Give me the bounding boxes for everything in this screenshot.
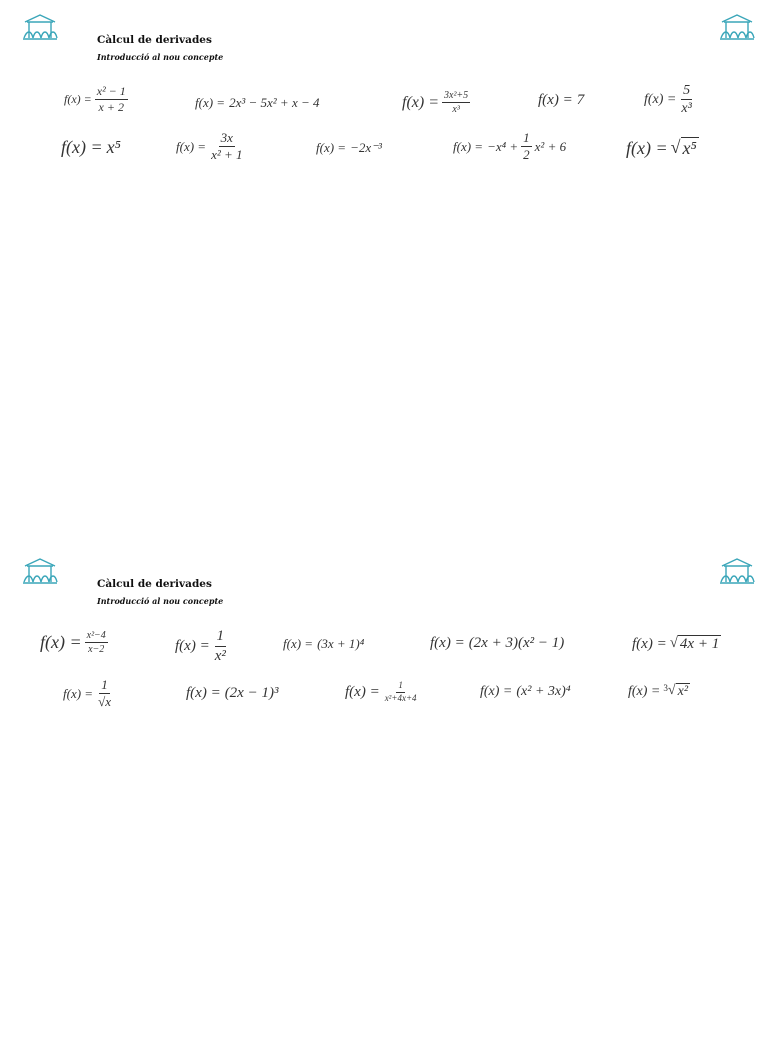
fraction-denominator: x + 2 — [98, 100, 124, 115]
function-8 — [316, 140, 382, 156]
function-7 — [176, 131, 248, 163]
fraction-numerator: 1 — [396, 681, 405, 693]
fraction-denominator: x−2 — [88, 644, 105, 655]
fraction-denominator: 2 — [523, 147, 530, 163]
function-6 — [63, 678, 116, 710]
function-label: f(x) = — [186, 685, 221, 701]
function-2 — [195, 95, 320, 111]
fraction-denominator: √x — [98, 694, 111, 710]
function-label: f(x) = — [64, 92, 92, 107]
function-3 — [402, 90, 473, 115]
function-label: f(x) = — [283, 636, 314, 651]
function-expression: 2x³ − 5x² + x − 4 — [229, 95, 320, 110]
root-index: 3 — [663, 683, 668, 693]
function-expression: (x² + 3x)⁴ — [516, 684, 571, 699]
function-label: f(x) = — [345, 683, 380, 700]
cube-root: 3 √ x² — [663, 683, 689, 699]
function-1 — [40, 630, 111, 655]
school-logo-icon — [21, 12, 59, 42]
function-5 — [644, 83, 697, 117]
function-label: f(x) = — [453, 138, 484, 154]
school-logo-icon — [718, 556, 756, 586]
square-root: √ x⁵ — [670, 137, 697, 158]
worksheet-subtitle: Introducció al nou concepte — [97, 596, 224, 606]
function-label: f(x) = — [628, 683, 661, 699]
sheet-1 — [0, 0, 768, 512]
function-expression: −x⁴ + — [487, 138, 519, 154]
function-label: f(x) = — [626, 137, 668, 158]
function-4 — [430, 635, 564, 652]
function-label: f(x) = — [63, 685, 94, 701]
function-expression: x⁵ — [106, 137, 121, 157]
function-6 — [61, 137, 121, 158]
fraction-denominator: x³ — [681, 101, 692, 117]
fraction-numerator: 1 — [215, 628, 227, 647]
function-8 — [345, 681, 422, 704]
function-label: f(x) = — [644, 91, 677, 107]
function-label: f(x) = — [195, 95, 226, 110]
fraction-denominator: x² — [214, 647, 226, 664]
function-3 — [283, 636, 364, 652]
function-expression: (3x + 1)⁴ — [317, 636, 365, 651]
function-label: f(x) = — [61, 137, 103, 157]
function-label: f(x) = — [538, 92, 573, 108]
fraction-numerator: x² − 1 — [95, 85, 128, 100]
function-label: f(x) = — [632, 635, 667, 652]
radicand: x² — [677, 684, 689, 699]
function-9 — [453, 131, 566, 163]
function-2 — [175, 628, 231, 664]
function-4 — [538, 92, 584, 109]
fraction-numerator: 3x²+5 — [444, 90, 469, 101]
function-expression: (2x + 3)(x² − 1) — [468, 635, 565, 651]
function-label: f(x) = — [176, 138, 207, 154]
school-logo-icon — [718, 12, 756, 42]
fraction-numerator: x²−4 — [86, 630, 106, 641]
fraction-denominator: x³ — [452, 104, 460, 115]
worksheet-title: Càlcul de derivades — [97, 578, 212, 590]
function-7 — [186, 685, 278, 702]
fraction-denominator: x² + 1 — [211, 147, 243, 163]
fraction-numerator: 3x — [219, 131, 235, 147]
fraction-denominator: x²+4x+4 — [384, 692, 417, 703]
function-expression: −2x⁻³ — [350, 140, 382, 155]
function-5 — [632, 635, 721, 653]
function-expression: 7 — [576, 92, 585, 108]
function-label: f(x) = — [480, 684, 513, 699]
sheet-2 — [0, 544, 768, 1056]
fraction-numerator: 1 — [99, 678, 110, 694]
radicand: x⁵ — [682, 138, 697, 158]
fraction-numerator: 5 — [681, 83, 692, 100]
function-label: f(x) = — [175, 637, 210, 654]
worksheet-subtitle: Introducció al nou concepte — [97, 52, 224, 62]
function-10 — [626, 137, 699, 159]
function-expression: (2x − 1)³ — [224, 685, 279, 701]
school-logo-icon — [21, 556, 59, 586]
fraction-numerator: 1 — [521, 131, 532, 147]
function-9 — [480, 684, 571, 700]
function-label: f(x) = — [40, 632, 82, 652]
function-label: f(x) = — [402, 93, 439, 111]
square-root: √ 4x + 1 — [669, 635, 720, 652]
function-1 — [64, 85, 131, 114]
function-label: f(x) = — [316, 140, 347, 155]
function-expression: x² + 6 — [534, 138, 567, 154]
function-10 — [628, 683, 690, 700]
radicand: 4x + 1 — [679, 636, 720, 652]
function-label: f(x) = — [430, 635, 465, 651]
worksheet-title: Càlcul de derivades — [97, 34, 212, 46]
